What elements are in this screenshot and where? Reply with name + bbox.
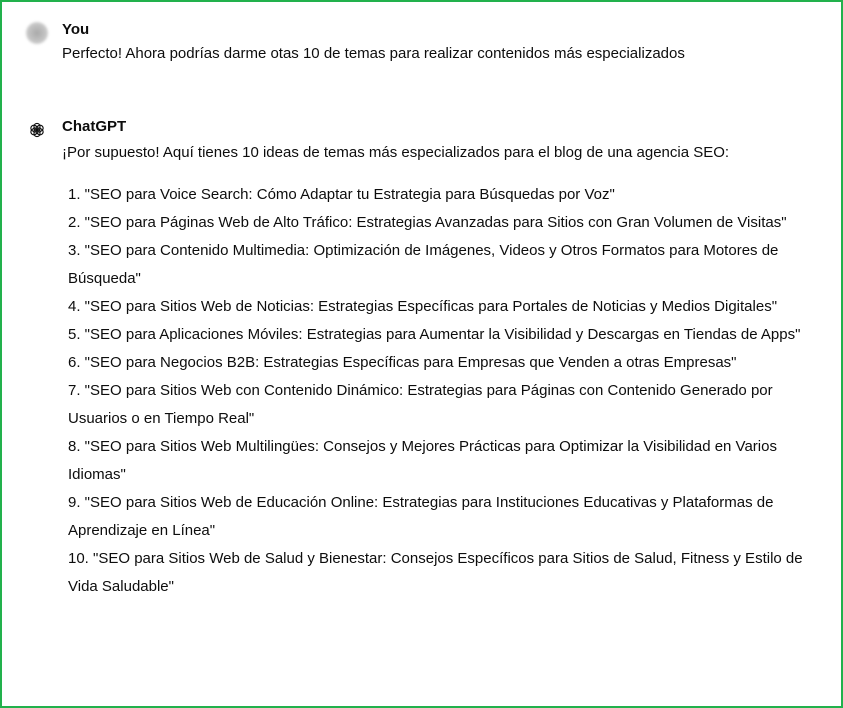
user-message (26, 20, 831, 66)
list-item: 1. "SEO para Voice Search: Cómo Adaptar tu Estrategia para Búsquedas por Voz" (68, 186, 615, 203)
assistant-author-name: ChatGPT (62, 118, 127, 135)
user-message-text: Perfecto! Ahora podrías darme otas 10 de temas para realizar contenidos más especializados (62, 45, 685, 62)
list-item: 3. "SEO para Contenido Multimedia: Optimización de Imágenes, Videos y Otros Formatos para Motores de Búsqueda" (68, 242, 779, 287)
openai-logo-icon (26, 119, 48, 141)
list-item: 9. "SEO para Sitios Web de Educación Online: Estrategias para Instituciones Educativas y Plataformas de Aprendizaje en Línea" (68, 494, 774, 539)
assistant-intro-text: ¡Por supuesto! Aquí tienes 10 ideas de temas más especializados para el blog de una agencia SEO: (62, 144, 730, 161)
user-author-name: You (62, 21, 90, 38)
list-item: 8. "SEO para Sitios Web Multilingües: Consejos y Mejores Prácticas para Optimizar la Visibilidad en Varios Idiomas" (68, 438, 777, 483)
ideas-list (62, 181, 831, 601)
assistant-message (26, 117, 831, 601)
list-item: 10. "SEO para Sitios Web de Salud y Bienestar: Consejos Específicos para Sitios de Salud, Fitness y Estilo de Vida Saludable" (68, 550, 803, 595)
list-item: 5. "SEO para Aplicaciones Móviles: Estrategias para Aumentar la Visibilidad y Descargas en Tiendas de Apps" (68, 326, 801, 343)
user-avatar-icon (26, 22, 48, 44)
list-item: 6. "SEO para Negocios B2B: Estrategias Específicas para Empresas que Venden a otras Empresas" (68, 354, 737, 371)
list-item: 2. "SEO para Páginas Web de Alto Tráfico: Estrategias Avanzadas para Sitios con Gran Volumen de Visitas" (68, 214, 787, 231)
list-item: 7. "SEO para Sitios Web con Contenido Dinámico: Estrategias para Páginas con Contenido Generado por Usuarios o en Tiempo Real" (68, 382, 773, 427)
list-item: 4. "SEO para Sitios Web de Noticias: Estrategias Específicas para Portales de Noticias y Medios Digitales" (68, 298, 778, 315)
